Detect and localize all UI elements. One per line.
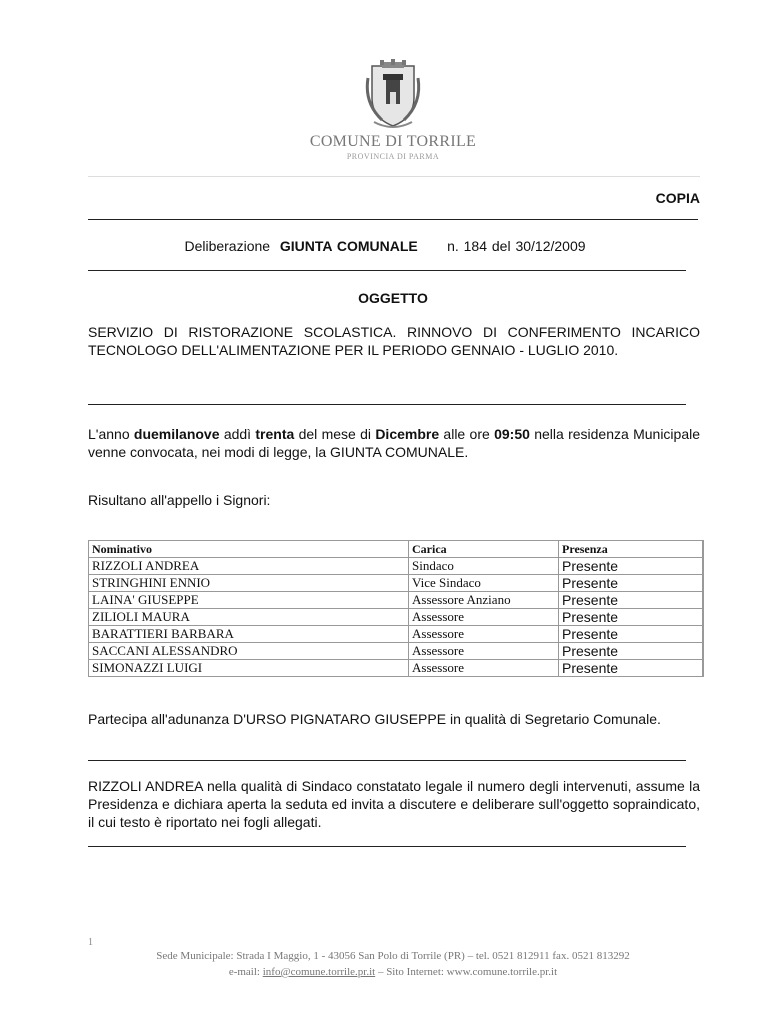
provincia-name: PROVINCIA DI PARMA xyxy=(346,152,440,161)
convocazione-text xyxy=(88,425,700,461)
table-spacer-cell xyxy=(703,660,704,677)
footer-website: – Sito Internet: www.comune.torrile.pr.it xyxy=(375,966,558,978)
anno-value: duemilanove xyxy=(133,426,220,442)
text-fragment: del mese di xyxy=(294,426,376,442)
presidenza-text: RIZZOLI ANDREA nella qualità di Sindaco constatato legale il numero degli intervenuti, assume la Presidenza e dichiara aperta la seduta ed invita a discutere e deliberare sull'oggetto sopraindicato, il cui testo è riportato nei fogli allegati. xyxy=(88,778,700,830)
table-row xyxy=(89,660,704,677)
divider-5 xyxy=(88,846,686,847)
members-table xyxy=(88,540,704,677)
text-fragment: nella residenza Municipale venne convocata, nei modi di legge, la GIUNTA COMUNALE. xyxy=(88,426,701,460)
member-name: RIZZOLI ANDREA xyxy=(89,558,409,575)
table-row xyxy=(89,626,704,643)
table-spacer-cell xyxy=(703,541,704,558)
comune-name: COMUNE DI TORRILE xyxy=(309,133,477,150)
footer-contacts xyxy=(0,966,770,978)
member-presence: Presente xyxy=(559,643,703,660)
member-role: Assessore xyxy=(409,626,559,643)
table-spacer-cell xyxy=(703,643,704,660)
member-name: STRINGHINI ENNIO xyxy=(89,575,409,592)
header-nominativo: Nominativo xyxy=(89,541,409,558)
table-spacer-cell xyxy=(703,558,704,575)
footer-email-link[interactable]: info@comune.torrile.pr.it xyxy=(262,966,376,978)
member-presence: Presente xyxy=(559,609,703,626)
comune-crest-icon xyxy=(362,58,424,130)
text-fragment: alle ore xyxy=(439,426,495,442)
giorno-value: trenta xyxy=(255,426,295,442)
header-divider xyxy=(88,176,700,177)
header-carica: Carica xyxy=(409,541,559,558)
mese-value: Dicembre xyxy=(375,426,440,442)
footer-address: Sede Municipale: Strada I Maggio, 1 - 43056 San Polo di Torrile (PR) – tel. 0521 812911 fax. 0521 813292 xyxy=(156,950,630,962)
partecipa-text: Partecipa all'adunanza D'URSO PIGNATARO GIUSEPPE in qualità di Segretario Comunale. xyxy=(88,711,661,727)
deliberazione-numero: n. 184 del 30/12/2009 xyxy=(447,238,586,254)
divider-3 xyxy=(88,404,686,405)
text-fragment: L'anno xyxy=(88,426,134,442)
member-presence: Presente xyxy=(559,626,703,643)
table-spacer-cell xyxy=(703,609,704,626)
member-presence: Presente xyxy=(559,558,703,575)
table-row xyxy=(89,592,704,609)
table-row xyxy=(89,643,704,660)
header-presenza: Presenza xyxy=(559,541,703,558)
deliberazione-line xyxy=(0,238,770,254)
table-row xyxy=(89,609,704,626)
member-name: LAINA' GIUSEPPE xyxy=(89,592,409,609)
table-row xyxy=(89,558,704,575)
member-name: SIMONAZZI LUIGI xyxy=(89,660,409,677)
member-presence: Presente xyxy=(559,660,703,677)
page-number: 1 xyxy=(88,937,93,948)
deliberazione-prefix: Deliberazione xyxy=(184,238,271,254)
member-name: BARATTIERI BARBARA xyxy=(89,626,409,643)
member-role: Assessore xyxy=(409,609,559,626)
copia-label: COPIA xyxy=(655,190,700,206)
member-name: ZILIOLI MAURA xyxy=(89,609,409,626)
oggetto-label: OGGETTO xyxy=(358,290,428,306)
table-spacer-cell xyxy=(703,626,704,643)
ora-value: 09:50 xyxy=(494,426,530,442)
member-presence: Presente xyxy=(559,575,703,592)
table-header-row xyxy=(89,541,704,558)
text-fragment: addì xyxy=(219,426,256,442)
member-role: Vice Sindaco xyxy=(409,575,559,592)
divider-4 xyxy=(88,760,686,761)
table-spacer-cell xyxy=(703,575,704,592)
divider-2 xyxy=(88,270,686,271)
member-role: Sindaco xyxy=(409,558,559,575)
member-role: Assessore xyxy=(409,643,559,660)
divider-1 xyxy=(88,219,698,220)
table-row xyxy=(89,575,704,592)
deliberazione-organo: GIUNTA COMUNALE xyxy=(279,238,418,254)
member-presence: Presente xyxy=(559,592,703,609)
member-role: Assessore Anziano xyxy=(409,592,559,609)
footer-email-label: e-mail: xyxy=(228,966,263,978)
member-name: SACCANI ALESSANDRO xyxy=(89,643,409,660)
table-spacer-cell xyxy=(703,592,704,609)
member-role: Assessore xyxy=(409,660,559,677)
appello-text: Risultano all'appello i Signori: xyxy=(88,492,271,508)
oggetto-text: SERVIZIO DI RISTORAZIONE SCOLASTICA. RINNOVO DI CONFERIMENTO INCARICO TECNOLOGO DELL'ALIMENTAZIONE PER IL PERIODO GENNAIO - LUGLIO 2010. xyxy=(88,324,700,358)
